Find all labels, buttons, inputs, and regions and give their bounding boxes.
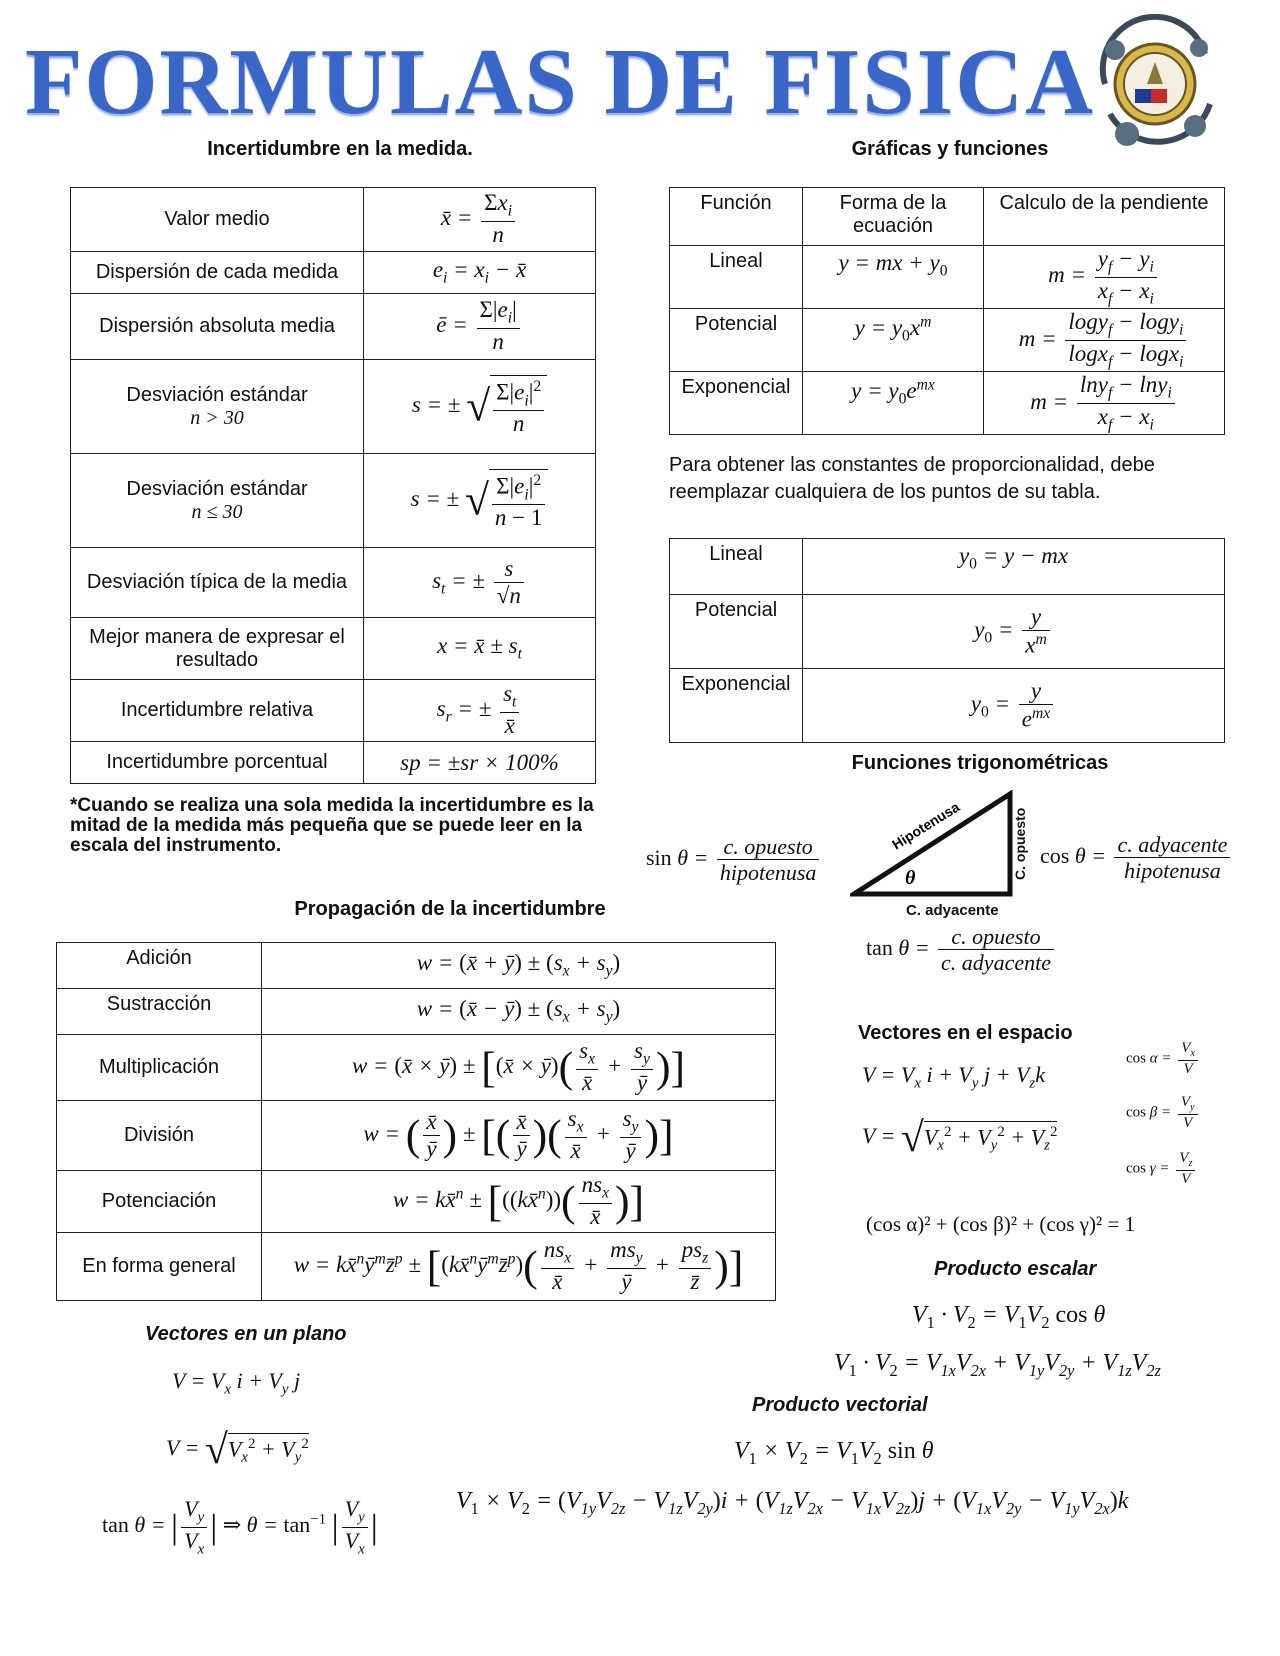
propagacion-table: [56, 942, 776, 1301]
sin-denominator: hipotenusa: [717, 859, 820, 885]
table-row: [670, 246, 1225, 309]
row-label: Incertidumbre relativa: [71, 680, 364, 742]
table-row: [71, 548, 596, 618]
sin-formula: sin θ = $\frac{\text{c. opuesto}}{\text{hipotenusa}}$: [646, 834, 822, 886]
cos-denominator: hipotenusa: [1114, 857, 1230, 883]
table-row: [57, 989, 776, 1035]
tan-formula: tan θ = $\frac{\text{c. opuesto}}{\text{c. adyacente}}$: [866, 924, 1057, 976]
producto-vectorial-heading: Producto vectorial: [752, 1394, 928, 1416]
equation: $y_0$ = $\frac{y}{x^m}$: [803, 595, 1225, 669]
equation: $y_0 = y$ − mx: [803, 539, 1225, 595]
table-row: [670, 372, 1225, 435]
formula: $e_i = x_i$ − x̄: [364, 252, 596, 294]
row-label: Dispersión absoluta media: [71, 294, 364, 360]
formula: [364, 742, 596, 784]
right-triangle: [850, 790, 1020, 910]
formula: $w = kx̄^nȳ^mz̄^p$ ± [$(kx̄^nȳ^mz̄^p)$( $\frac{ns_x}{x̄}$ + $\frac{ms_y}{ȳ}$ + $\frac{ps_z}{z̄}$ )]: [262, 1233, 776, 1301]
row-label: Incertidumbre porcentual: [71, 742, 364, 784]
row-label: Valor medio: [71, 188, 364, 252]
funcion-label: Lineal: [670, 539, 803, 595]
angle-label: θ: [905, 867, 916, 889]
row-label: Mejor manera de expresar el resultado: [71, 618, 364, 680]
vector-space-formula: $V = V_x$ $i + V_y$ $j + V_zk$: [862, 1062, 1046, 1092]
incertidumbre-heading: Incertidumbre en la medida.: [207, 138, 473, 160]
formula: w = (x̄ × ȳ) ± [(x̄ × ȳ)( $\frac{s_x}{x̄}$ + $\frac{s_y}{ȳ}$ )]: [262, 1035, 776, 1101]
slope: m = $\frac{\ln y_f - \ln y_i}{x_f - x_i}$: [984, 372, 1225, 435]
row-label: [71, 454, 364, 548]
equation: y = mx + $y_0$: [803, 246, 984, 309]
sin-numerator: c. opuesto: [723, 834, 813, 859]
formula: w = (x̄ − ȳ) ± $(s_x + s_y)$: [262, 989, 776, 1035]
triangle-shape: [850, 790, 1020, 910]
tan-denominator: c. adyacente: [938, 949, 1054, 975]
table-row: [71, 252, 596, 294]
funcion-label: Lineal: [670, 246, 803, 309]
formula: x̄ = $\frac{\Sigma x_i}{n}$: [364, 188, 596, 252]
row-condition: n > 30: [190, 406, 244, 429]
cos-formula: cos θ = $\frac{\text{c. adyacente}}{\text{hipotenusa}}$: [1040, 832, 1233, 884]
incertidumbre-note: *Cuando se realiza una sola medida la incertidumbre es la mitad de la medida más pequeña que se puede leer en la escala del instrumento.: [70, 795, 594, 856]
table-row: [57, 943, 776, 989]
opposite-label: C. opuesto: [1012, 807, 1028, 880]
table-row: [670, 669, 1225, 743]
vector-plane-angle: tan θ = | $\frac{V_y}{V_x}$ | ⇒ $\theta = \tan^{-1}$ | $\frac{V_y}{V_x}$ |: [102, 1496, 378, 1557]
table-row: [71, 618, 596, 680]
vectores-plano-heading: Vectores en un plano: [145, 1323, 347, 1345]
equation: $y = y_0x^m$: [803, 309, 984, 372]
cross-product-formula: $V_1 \times V_2 = V_1V_2$ sin θ: [734, 1438, 934, 1468]
vector-plane-formula: $V = V_x$ $i + V_y$ j: [172, 1368, 301, 1398]
formula: s = ± √ $\frac{\Sigma|e_i|^2}{n - 1}$: [364, 454, 596, 548]
dot-product-components: $V_1 \cdot V_2 = V_{1x}V_{2x} + V_{1y}V_{2y} + V_{1z}V_{2z}$: [834, 1350, 1161, 1380]
graficas-paragraph: Para obtener las constantes de proporcionalidad, debe reemplazar cualquiera de los puntos de su tabla.: [669, 454, 1155, 503]
formula: w = kx̄$^n$ ± [((kx̄$^n$))( $\frac{ns_x}{x̄}$ )]: [262, 1171, 776, 1233]
funcion-label: Exponencial: [670, 372, 803, 435]
cos-alpha-formula: cos α = $\frac{V_x}{V}$: [1126, 1040, 1201, 1078]
row-label: Sustracción: [57, 989, 262, 1035]
table-row: [71, 188, 596, 252]
row-label-text: Desviación estándar: [126, 477, 308, 500]
table-row: [57, 1035, 776, 1101]
table-row: [71, 454, 596, 548]
row-label: [71, 360, 364, 454]
column-header: Forma de la ecuación: [803, 188, 984, 246]
row-label: División: [57, 1101, 262, 1171]
cos-beta-formula: cos β = $\frac{V_y}{V}$: [1126, 1094, 1201, 1132]
hypotenuse-label: Hipotenusa: [889, 798, 963, 853]
formula: s = ± √ $\frac{\Sigma|e_i|^2}{n}$: [364, 360, 596, 454]
graficas-table: [669, 187, 1225, 435]
formula: $s_r$ = ± $\frac{s_t}{x̄}$: [364, 680, 596, 742]
row-label: Adición: [57, 943, 262, 989]
formula: x = x̄ ± $s_t$: [364, 618, 596, 680]
vector-plane-magnitude: $V = √V_x^2 + V_y^2$: [166, 1427, 309, 1473]
formula: w = ( $\frac{x̄}{ȳ}$ ) ± [( $\frac{x̄}{ȳ}$ )( $\frac{s_x}{x̄}$ + $\frac{s_y}{ȳ}$ )]: [262, 1101, 776, 1171]
funcion-label: Potencial: [670, 595, 803, 669]
table-row: [670, 539, 1225, 595]
table-row: [57, 1101, 776, 1171]
formula: ē = $\frac{\Sigma|e_i|}{n}$: [364, 294, 596, 360]
institutional-seal-icon: [1085, 14, 1225, 154]
equation: $y_0$ = $\frac{y}{e^{mx}}$: [803, 669, 1225, 743]
cosines-identity: (cos α)² + (cos β)² + (cos γ)² = 1: [866, 1212, 1136, 1236]
table-row: [670, 309, 1225, 372]
slope: m = $\frac{y_f - y_i}{x_f - x_i}$: [984, 246, 1225, 309]
row-label: Dispersión de cada medida: [71, 252, 364, 294]
page-title: FORMULAS DE FISICA: [24, 30, 1096, 134]
column-header: Calculo de la pendiente: [984, 188, 1225, 246]
table-row: [71, 680, 596, 742]
cos-numerator: c. adyacente: [1117, 832, 1228, 857]
incertidumbre-table: [70, 187, 596, 784]
table-row: [71, 742, 596, 784]
formula: w = (x̄ + ȳ) ± $(s_x + s_y)$: [262, 943, 776, 989]
cross-product-components: $V_1 \times V_2 = (V_{1y}V_{2z} - V_{1z}V_{2y})i + (V_{1z}V_{2x} - V_{1x}V_{2z})j + (V_{1x}V_{2y} - V_{1y}V_{2x})k$: [456, 1488, 1129, 1518]
slope: m = $\frac{\log y_f - \log y_i}{\log x_f - \log x_i}$: [984, 309, 1225, 372]
column-header: Función: [670, 188, 803, 246]
cos-gamma-formula: cos γ = $\frac{V_z}{V}$: [1126, 1150, 1198, 1188]
vector-space-magnitude: $V = √V_x^2 + V_y^2 + V_z^2$: [862, 1115, 1058, 1161]
row-label: En forma general: [57, 1233, 262, 1301]
producto-escalar-heading: Producto escalar: [934, 1258, 1097, 1280]
funcion-label: Potencial: [670, 309, 803, 372]
formula-text: sp = ±sr × 100%: [400, 749, 559, 775]
table-row: [71, 360, 596, 454]
funcion-label: Exponencial: [670, 669, 803, 743]
row-label-text: Desviación estándar: [126, 383, 308, 406]
row-condition: n ≤ 30: [191, 500, 243, 523]
adjacent-label: C. adyacente: [906, 902, 999, 919]
equation: $y = y_0e^{mx}$: [803, 372, 984, 435]
dot-product-formula: $V_1 \cdot V_2 = V_1V_2$ cos θ: [912, 1302, 1106, 1332]
vectores-espacio-heading: Vectores en el espacio: [858, 1022, 1073, 1044]
table-row: [670, 188, 1225, 246]
table-row: [71, 294, 596, 360]
tan-numerator: c. opuesto: [951, 924, 1041, 949]
graficas-heading: Gráficas y funciones: [851, 138, 1049, 160]
table-row: [57, 1171, 776, 1233]
table-row: [670, 595, 1225, 669]
trig-heading: Funciones trigonométricas: [851, 752, 1109, 774]
row-label: Desviación típica de la media: [71, 548, 364, 618]
formula: $s_t$ = ± $\frac{s}{√n}$: [364, 548, 596, 618]
row-label: Potenciación: [57, 1171, 262, 1233]
table-row: [57, 1233, 776, 1301]
propagacion-heading: Propagación de la incertidumbre: [294, 898, 606, 920]
row-label: Multiplicación: [57, 1035, 262, 1101]
constantes-table: [669, 538, 1225, 743]
